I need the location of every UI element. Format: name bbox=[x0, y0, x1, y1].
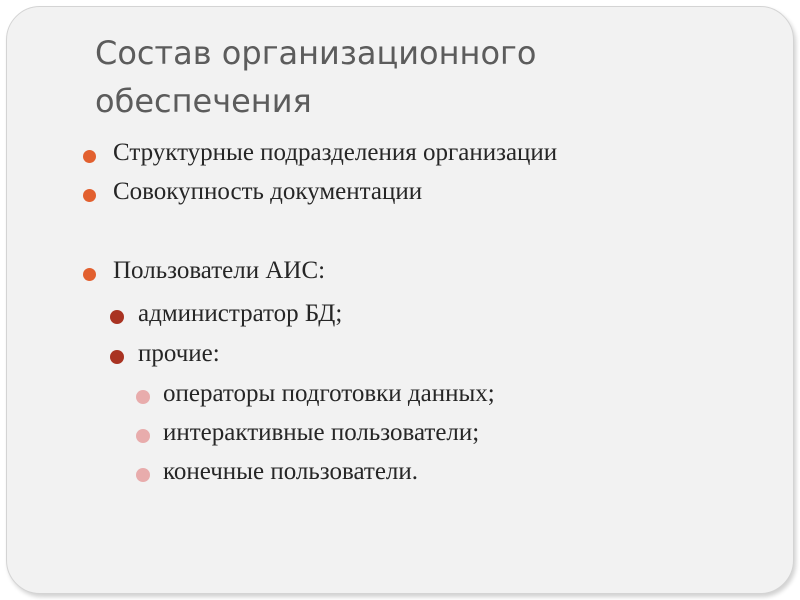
slide bbox=[6, 6, 794, 594]
bullet-item-1: Структурные подразделения организации bbox=[113, 139, 558, 166]
pink-dot-icon bbox=[136, 468, 150, 482]
bullet-item-5: прочие: bbox=[138, 340, 220, 367]
dark-red-dot-icon bbox=[110, 350, 124, 364]
dark-red-dot-icon bbox=[110, 310, 124, 324]
bullet-item-6: операторы подготовки данных; bbox=[163, 380, 495, 407]
orange-dot-icon bbox=[83, 150, 96, 163]
orange-dot-icon bbox=[83, 268, 96, 281]
slide-title-line-2: обеспечения bbox=[95, 82, 312, 120]
bullet-item-2: Совокупность документации bbox=[113, 178, 423, 205]
slide-title bbox=[95, 29, 695, 125]
orange-dot-icon bbox=[83, 189, 96, 202]
bullet-item-4: администратор БД; bbox=[138, 300, 343, 327]
bullet-item-7: интерактивные пользователи; bbox=[163, 419, 480, 446]
pink-dot-icon bbox=[136, 390, 150, 404]
bullet-item-3: Пользователи АИС: bbox=[113, 257, 326, 284]
pink-dot-icon bbox=[136, 429, 150, 443]
bullet-item-8: конечные пользователи. bbox=[163, 458, 419, 485]
slide-title-line-1: Состав организационного bbox=[95, 34, 537, 72]
